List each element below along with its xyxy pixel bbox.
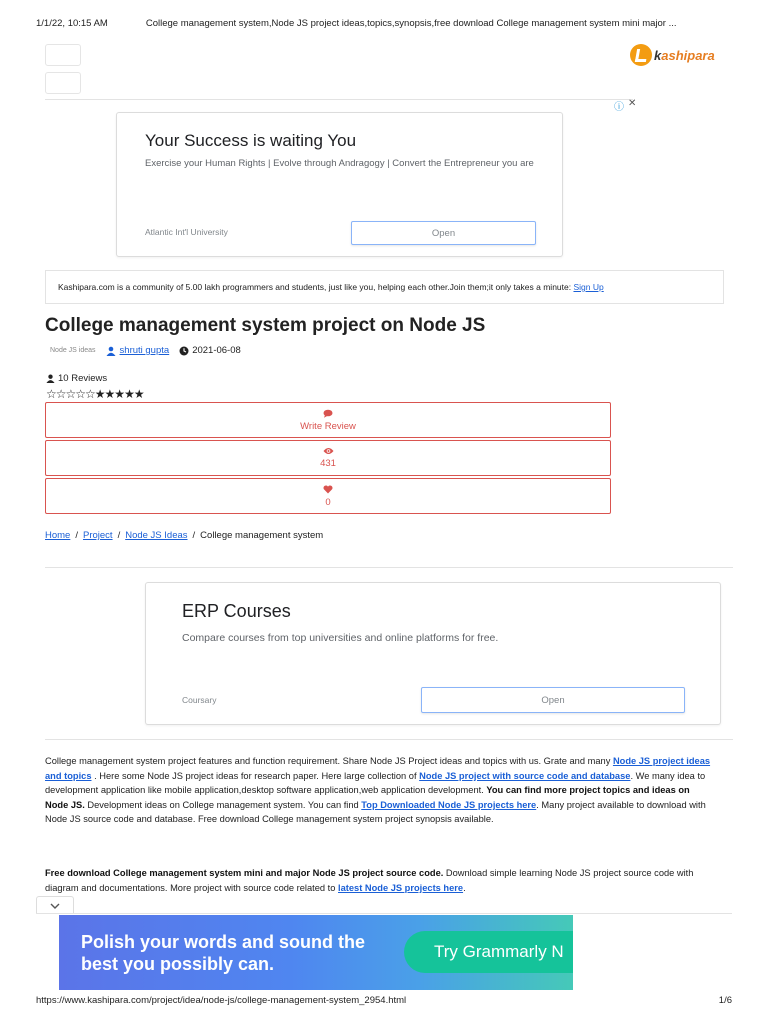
- category-label[interactable]: Node JS ideas: [50, 347, 96, 354]
- heart-icon: [323, 485, 333, 494]
- like-button[interactable]: [45, 478, 611, 514]
- ad-banner-bottom[interactable]: [59, 915, 573, 990]
- views-box: [45, 440, 611, 476]
- breadcrumb-separator: /: [117, 530, 121, 541]
- publish-date: [179, 345, 241, 356]
- ad-banner-top[interactable]: [116, 112, 563, 257]
- date-value: 2021-06-08: [192, 345, 241, 356]
- breadcrumb-separator: /: [75, 530, 78, 541]
- ad-info-icon[interactable]: ⓘ: [614, 102, 624, 113]
- ad-sponsor: Atlantic Int'l University: [145, 227, 228, 237]
- print-doc-title: College management system,Node JS project ideas,topics,synopsis,free download College management system mini major ...: [145, 18, 677, 29]
- breadcrumb-separator: /: [192, 530, 196, 541]
- community-text: Kashipara.com is a community of 5.00 lakh programmers and students, just like you, helping each other.Join them;it only takes a minute:: [58, 282, 574, 292]
- write-review-button[interactable]: [45, 402, 611, 438]
- source-code-link[interactable]: Node JS project with source code and database: [419, 770, 631, 781]
- print-header: [36, 18, 732, 29]
- breadcrumb-ideas[interactable]: Node JS Ideas: [125, 530, 188, 541]
- breadcrumb-home[interactable]: Home: [45, 530, 71, 541]
- breadcrumb-project[interactable]: Project: [82, 530, 113, 541]
- page-url: https://www.kashipara.com/project/idea/node-js/college-management-system_2954.html: [36, 995, 407, 1006]
- ad-description: Compare courses from top universities and online platforms for free.: [182, 632, 499, 644]
- likes-count: 0: [325, 496, 331, 508]
- divider: [45, 99, 633, 100]
- community-banner: [45, 270, 724, 304]
- print-footer: [36, 995, 732, 1006]
- top-downloaded-link[interactable]: Top Downloaded Node JS projects here: [361, 799, 537, 810]
- write-review-label: Write Review: [300, 420, 356, 432]
- divider: [45, 739, 733, 740]
- collapse-ad-button[interactable]: [36, 896, 74, 914]
- ad-description: Exercise your Human Rights | Evolve through Andragogy | Convert the Entrepreneur you are: [145, 158, 534, 169]
- ad-cta-button[interactable]: Try Grammarly N: [404, 931, 573, 973]
- ad-title: ERP Courses: [182, 601, 291, 621]
- site-logo[interactable]: kashipara: [630, 44, 715, 66]
- ad-open-button[interactable]: Open: [421, 687, 685, 713]
- article-meta: [50, 345, 241, 356]
- views-count: 431: [320, 458, 336, 469]
- author-name: shruti gupta: [119, 345, 170, 356]
- print-datetime: 1/1/22, 10:15 AM: [36, 18, 108, 29]
- divider: [36, 913, 732, 914]
- chevron-down-icon: [50, 903, 60, 909]
- node-js-ideas-link[interactable]: Node JS project ideas and topics: [45, 756, 711, 781]
- comment-icon: [323, 409, 333, 418]
- reviews-label: 10 Reviews: [58, 373, 108, 384]
- download-paragraph: Free download College management system mini and major Node JS project source code. Download simple learning Node JS project source code with diagram and documentations. More project with source code related to latest Node JS projects here.: [45, 868, 694, 893]
- divider: [45, 567, 733, 568]
- logo-mark-icon: [630, 44, 652, 66]
- latest-projects-link[interactable]: latest Node JS projects here: [338, 882, 464, 893]
- rating-stars[interactable]: ☆☆☆☆☆★★★★★: [46, 387, 144, 401]
- user-icon: [46, 374, 55, 383]
- author-link[interactable]: [106, 345, 170, 356]
- clock-icon: [179, 346, 189, 356]
- ad-headline: Polish your words and sound the best you possibly can.: [81, 932, 366, 974]
- ad-choices[interactable]: [614, 98, 636, 113]
- ad-sponsor: Coursary: [182, 695, 217, 705]
- ad-open-button[interactable]: Open: [351, 221, 536, 245]
- ad-close-icon[interactable]: ✕: [628, 98, 637, 109]
- ad-title: Your Success is waiting You: [145, 131, 357, 150]
- ad-banner-middle[interactable]: [145, 582, 721, 725]
- sign-up-link[interactable]: Sign Up: [573, 282, 604, 292]
- breadcrumb: [45, 530, 323, 541]
- reviews-count: [46, 373, 107, 384]
- user-icon: [106, 346, 116, 356]
- eye-icon: [323, 447, 334, 455]
- nav-toggle-button[interactable]: [45, 44, 81, 66]
- breadcrumb-current: College management system: [200, 530, 324, 541]
- description-paragraph: College management system project features and function requirement. Share Node JS Project ideas and topics with us. Grate and many Node JS project ideas and topics . Here some Node JS project ideas for research paper. Here large collection of Node JS project with source code and database. We many idea to development application like mobile application,desktop software application,web application development. You can find more project topics and ideas on Node JS. Development ideas on College management system. You can find Top Downloaded Node JS projects here. Many project available to download with Node JS source code and database. Free download College management system project synopsis available.: [45, 756, 711, 824]
- search-toggle-button[interactable]: [45, 72, 81, 94]
- page-title: College management system project on Node JS: [45, 315, 486, 336]
- page-number: 1/6: [718, 995, 732, 1006]
